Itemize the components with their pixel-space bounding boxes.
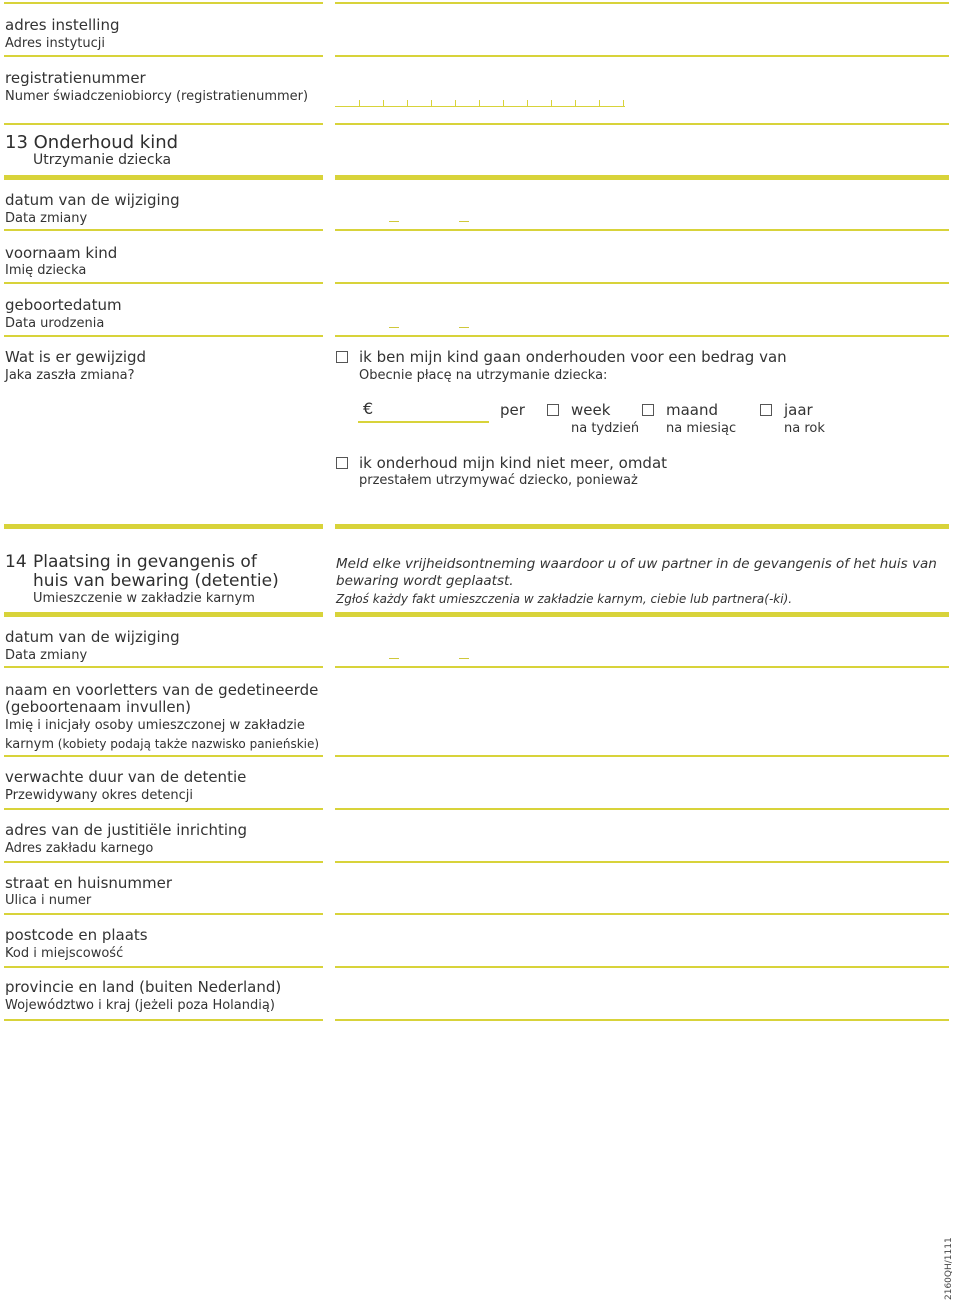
section13-heading: Onderhoud kind	[33, 132, 179, 153]
naam-gedetineerde-label-1: naam en voorletters van de gedetineerde	[5, 681, 319, 699]
registratienummer-field[interactable]	[335, 58, 625, 106]
maand-label-pl: na miesiąc	[666, 421, 737, 436]
detentie-datum-label-pl: Data zmiany	[5, 648, 88, 663]
duur-detentie-label-pl: Przewidywany okres detencji	[5, 788, 194, 803]
wat-gewijzigd-label: Wat is er gewijzigd	[5, 348, 147, 366]
naam-pl-karnym: karnym	[5, 737, 54, 752]
naam-gedetineerde-label-pl-1: Imię i inicjały osoby umieszczonej w zakładzie	[5, 718, 305, 733]
section14-subtitle: Umieszczenie w zakładzie karnym	[33, 591, 255, 606]
duur-detentie-label: verwachte duur van de detentie	[5, 768, 247, 786]
duur-detentie-field[interactable]	[335, 758, 949, 806]
jaar-checkbox[interactable]	[760, 404, 772, 416]
wat-gewijzigd-label-pl: Jaka zaszła zmiana?	[5, 368, 135, 383]
straat-label-pl: Ulica i numer	[5, 893, 92, 908]
section13-subtitle: Utrzymanie dziecka	[33, 152, 172, 168]
registratienummer-label-pl: Numer świadczeniobiorcy (registratienummer)	[5, 89, 309, 104]
jaar-label: jaar	[784, 401, 813, 419]
option-niet-meer-checkbox[interactable]	[336, 457, 348, 469]
postcode-field[interactable]	[335, 916, 949, 964]
provincie-label-pl: Województwo i kraj (jeżeli poza Holandią)	[5, 998, 275, 1013]
section14-note-pl: Zgłoś każdy fakt umieszczenia w zakładzie karnym, ciebie lub partnera(-ki).	[336, 592, 793, 606]
datum-wijziging-field[interactable]	[335, 181, 535, 227]
naam-pl-note: (kobiety podają także nazwisko panieńskie)	[53, 737, 320, 751]
voornaam-kind-label: voornaam kind	[5, 244, 118, 262]
option-onderhoud-label: ik ben mijn kind gaan onderhouden voor een bedrag van	[359, 348, 787, 366]
bedrag-input[interactable]	[380, 398, 488, 420]
reden-field[interactable]	[335, 492, 949, 524]
week-label-pl: na tydzień	[571, 421, 640, 436]
geboortedatum-field[interactable]	[335, 285, 535, 333]
section14-number: 14	[5, 552, 27, 572]
detentie-datum-label: datum van de wijziging	[5, 628, 180, 646]
provincie-field[interactable]	[335, 969, 949, 1017]
adres-instelling-label-pl: Adres instytucji	[5, 36, 106, 51]
naam-gedetineerde-field[interactable]	[335, 669, 949, 753]
adres-inrichting-field[interactable]	[335, 811, 949, 859]
registratienummer-label: registratienummer	[5, 69, 146, 87]
option-niet-meer-label-pl: przestałem utrzymywać dziecko, ponieważ	[359, 473, 638, 488]
straat-label: straat en huisnummer	[5, 874, 173, 892]
geboortedatum-label: geboortedatum	[5, 296, 122, 314]
adres-inrichting-label: adres van de justitiële inrichting	[5, 821, 248, 839]
maand-label: maand	[666, 401, 719, 419]
per-label: per	[500, 401, 525, 419]
section14-note-nl-2: bewaring wordt geplaatst.	[336, 573, 514, 589]
postcode-label: postcode en plaats	[5, 926, 148, 944]
section14-note-nl-1: Meld elke vrijheidsontneming waardoor u of uw partner in de gevangenis of het huis van	[336, 556, 937, 572]
section13-title	[5, 132, 178, 153]
geboortedatum-label-pl: Data urodzenia	[5, 316, 105, 331]
postcode-label-pl: Kod i miejscowość	[5, 946, 124, 961]
section13-number: 13	[5, 132, 28, 153]
section14-title-line1: Plaatsing in gevangenis of	[33, 552, 257, 572]
provincie-label: provincie en land (buiten Nederland)	[5, 978, 282, 996]
datum-wijziging-label-pl: Data zmiany	[5, 211, 88, 226]
voornaam-kind-label-pl: Imię dziecka	[5, 263, 87, 278]
adres-inrichting-label-pl: Adres zakładu karnego	[5, 841, 154, 856]
voornaam-kind-field[interactable]	[335, 232, 949, 280]
naam-gedetineerde-label-pl-2	[5, 736, 319, 753]
week-checkbox[interactable]	[547, 404, 559, 416]
euro-symbol: €	[363, 399, 374, 418]
detentie-datum-field[interactable]	[335, 618, 535, 664]
adres-instelling-field[interactable]	[335, 6, 949, 54]
option-onderhoud-label-pl: Obecnie płacę na utrzymanie dziecka:	[359, 368, 608, 383]
datum-wijziging-label: datum van de wijziging	[5, 191, 180, 209]
option-niet-meer-label: ik onderhoud mijn kind niet meer, omdat	[359, 454, 668, 472]
form-code: 2160QH/1111	[944, 1237, 954, 1300]
adres-instelling-label: adres instelling	[5, 16, 120, 34]
naam-gedetineerde-label-2: (geboortenaam invullen)	[5, 698, 192, 716]
maand-checkbox[interactable]	[642, 404, 654, 416]
option-onderhoud-checkbox[interactable]	[336, 351, 348, 363]
section14-title-line2: huis van bewaring (detentie)	[33, 571, 279, 591]
straat-field[interactable]	[335, 864, 949, 911]
jaar-label-pl: na rok	[784, 421, 825, 436]
week-label: week	[571, 401, 611, 419]
